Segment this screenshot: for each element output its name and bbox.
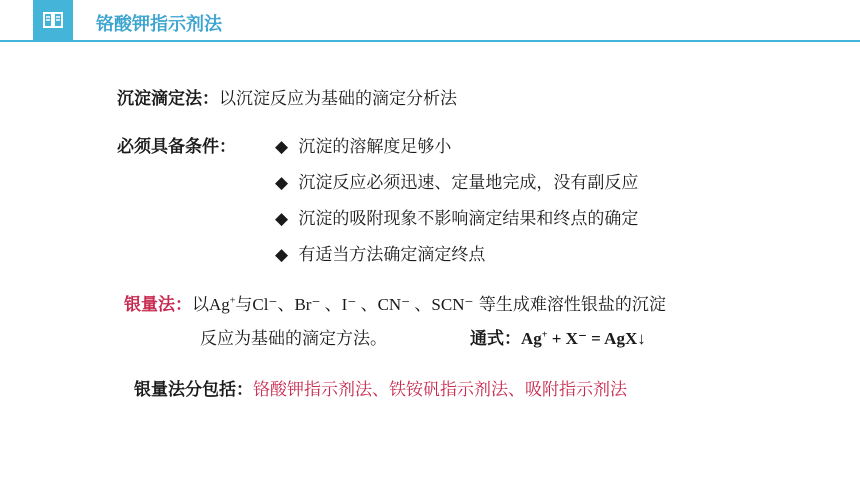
bullet-icon: ◆ (275, 137, 289, 157)
header-divider (0, 40, 860, 42)
conditions-label: 必须具备条件： (117, 137, 236, 157)
includes-text: 铬酸钾指示剂法、铁铵矾指示剂法、吸附指示剂法 (253, 380, 627, 400)
bullet-icon: ◆ (275, 173, 289, 193)
formula-label: 通式： (470, 329, 521, 349)
definition-label: 沉淀滴定法： (117, 89, 219, 109)
bullet-icon: ◆ (275, 245, 289, 265)
condition-item-2: ◆ 沉淀反应必须迅速、定量地完成，没有副反应 (275, 173, 639, 193)
condition-item-4: ◆ 有适当方法确定滴定终点 (275, 245, 486, 265)
bullet-icon: ◆ (275, 209, 289, 229)
silver-line-1: 银量法：以Ag+与Cl⁻、Br⁻ 、I⁻ 、CN⁻ 、SCN⁻ 等生成难溶性银盐的沉淀 (124, 295, 666, 315)
halide-ions: Cl⁻、Br⁻ 、I⁻ 、CN⁻ 、SCN⁻ (252, 295, 474, 314)
book-icon (43, 12, 63, 28)
definition-line (117, 84, 457, 109)
definition-text: 以沉淀反应为基础的滴定分析法 (219, 89, 457, 109)
silver-label: 银量法： (124, 295, 192, 315)
general-formula: 通式：Ag+ + X⁻ = AgX↓ (470, 329, 646, 349)
header-icon-box (33, 0, 73, 40)
includes-line (134, 375, 627, 400)
page-title: 铬酸钾指示剂法 (96, 14, 222, 35)
condition-item-3: ◆ 沉淀的吸附现象不影响滴定结果和终点的确定 (275, 209, 639, 229)
condition-item-1: ◆ 沉淀的溶解度足够小 (275, 137, 452, 157)
silver-line-2: 反应为基础的滴定方法。 (200, 329, 387, 349)
includes-label: 银量法分包括： (134, 380, 253, 400)
